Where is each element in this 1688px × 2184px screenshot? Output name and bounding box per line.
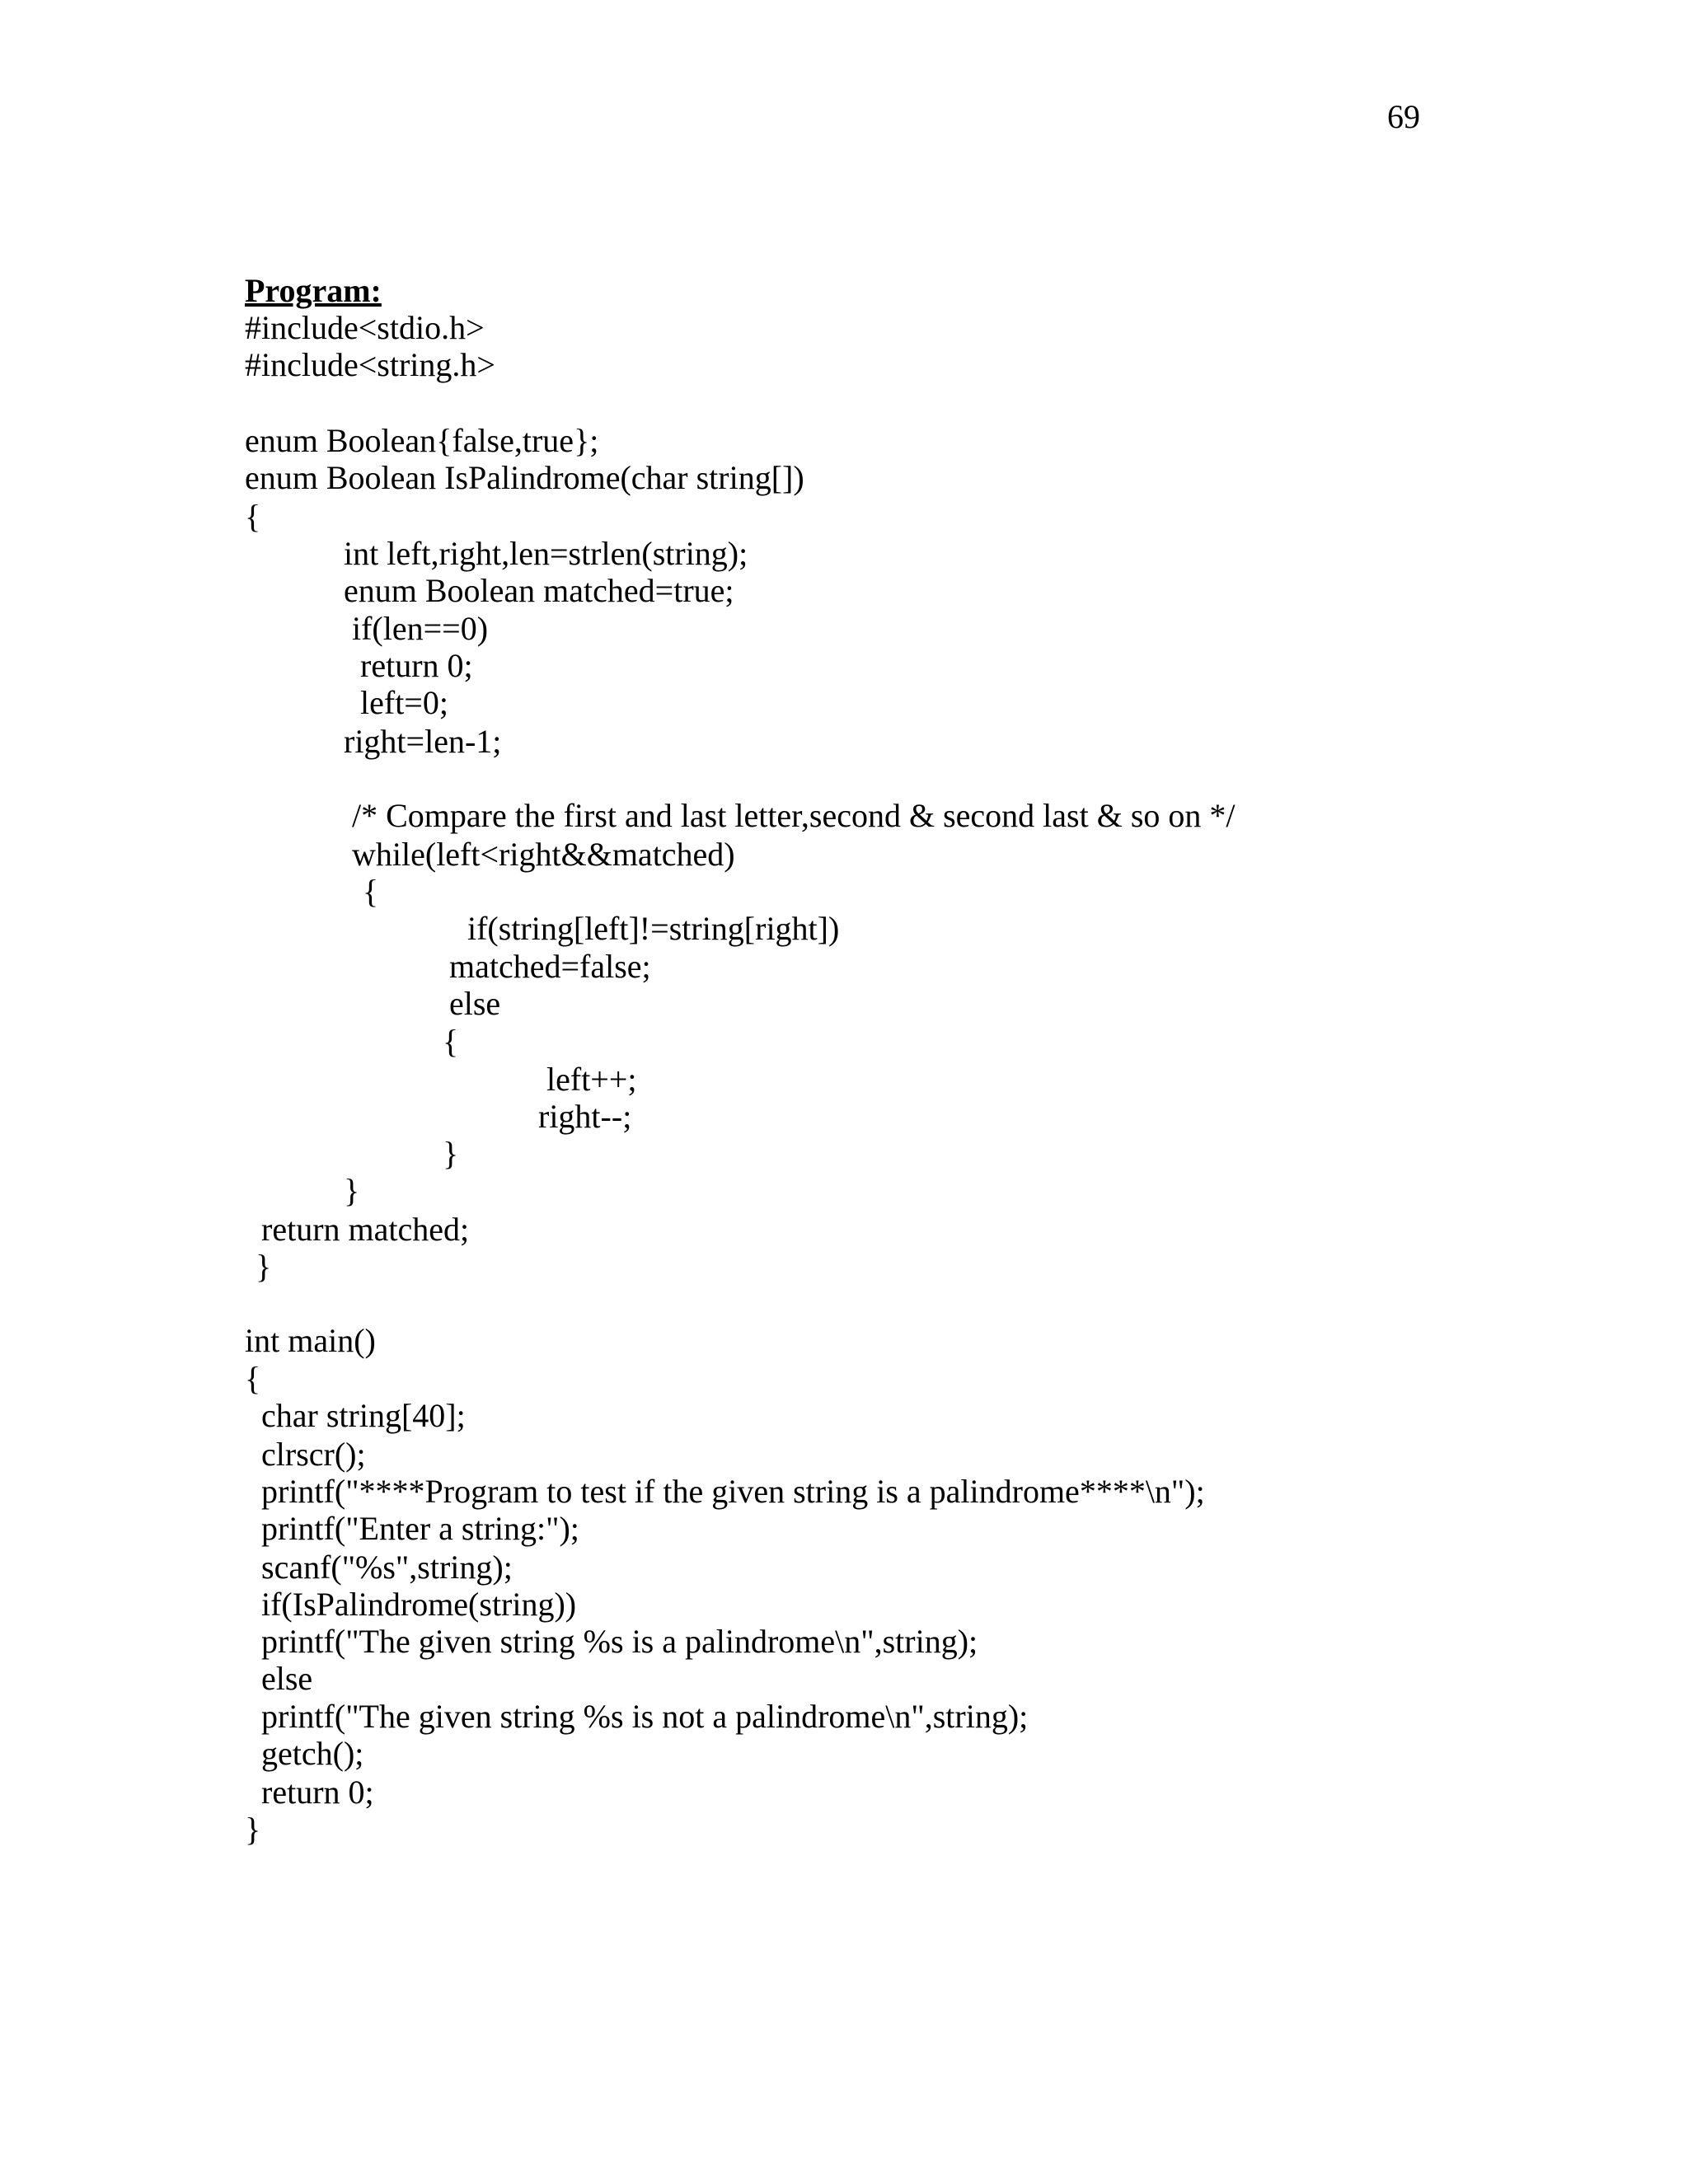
- code-line: getch();: [261, 1735, 364, 1772]
- code-line: }: [245, 1811, 261, 1848]
- code-line: left++;: [546, 1061, 637, 1098]
- code-line: while(left<right&&matched): [352, 836, 735, 873]
- code-line: #include<stdio.h>: [245, 309, 485, 346]
- code-line: if(len==0): [352, 610, 489, 647]
- code-line: enum Boolean{false,true};: [245, 422, 599, 459]
- code-line: {: [443, 1023, 459, 1060]
- code-line: /* Compare the first and last letter,second & second last & so on */: [352, 797, 1236, 834]
- code-line: }: [443, 1135, 459, 1172]
- code-line: matched=false;: [449, 948, 651, 985]
- code-line: if(IsPalindrome(string)): [261, 1586, 577, 1623]
- code-line: else: [449, 985, 501, 1022]
- code-line: printf("****Program to test if the given string is a palindrome****\n");: [261, 1473, 1205, 1510]
- code-line: {: [245, 498, 261, 535]
- section-heading: Program:: [245, 272, 382, 309]
- code-line: printf("The given string %s is a palindrome\n",string);: [261, 1623, 978, 1660]
- code-line: {: [363, 873, 379, 910]
- code-line: }: [344, 1172, 360, 1209]
- code-line: {: [245, 1360, 261, 1397]
- code-line: printf("Enter a string:");: [261, 1510, 579, 1547]
- code-line: int main(): [245, 1322, 376, 1359]
- code-line: return 0;: [261, 1774, 374, 1811]
- code-line: enum Boolean IsPalindrome(char string[]): [245, 459, 804, 496]
- code-line: right=len-1;: [344, 723, 502, 760]
- code-line: char string[40];: [261, 1397, 466, 1434]
- code-line: printf("The given string %s is not a palindrome\n",string);: [261, 1698, 1029, 1735]
- code-line: enum Boolean matched=true;: [344, 572, 734, 609]
- code-line: else: [261, 1660, 313, 1697]
- code-line: int left,right,len=strlen(string);: [344, 535, 748, 572]
- code-line: #include<string.h>: [245, 346, 495, 383]
- code-line: if(string[left]!=string[right]): [467, 910, 840, 947]
- page-number: 69: [1387, 98, 1420, 135]
- code-line: clrscr();: [261, 1436, 366, 1473]
- code-line: right--;: [538, 1098, 632, 1135]
- code-line: }: [256, 1248, 272, 1285]
- code-line: left=0;: [360, 684, 448, 721]
- code-line: scanf("%s",string);: [261, 1549, 513, 1586]
- code-line: return 0;: [360, 647, 473, 684]
- code-line: return matched;: [261, 1211, 470, 1248]
